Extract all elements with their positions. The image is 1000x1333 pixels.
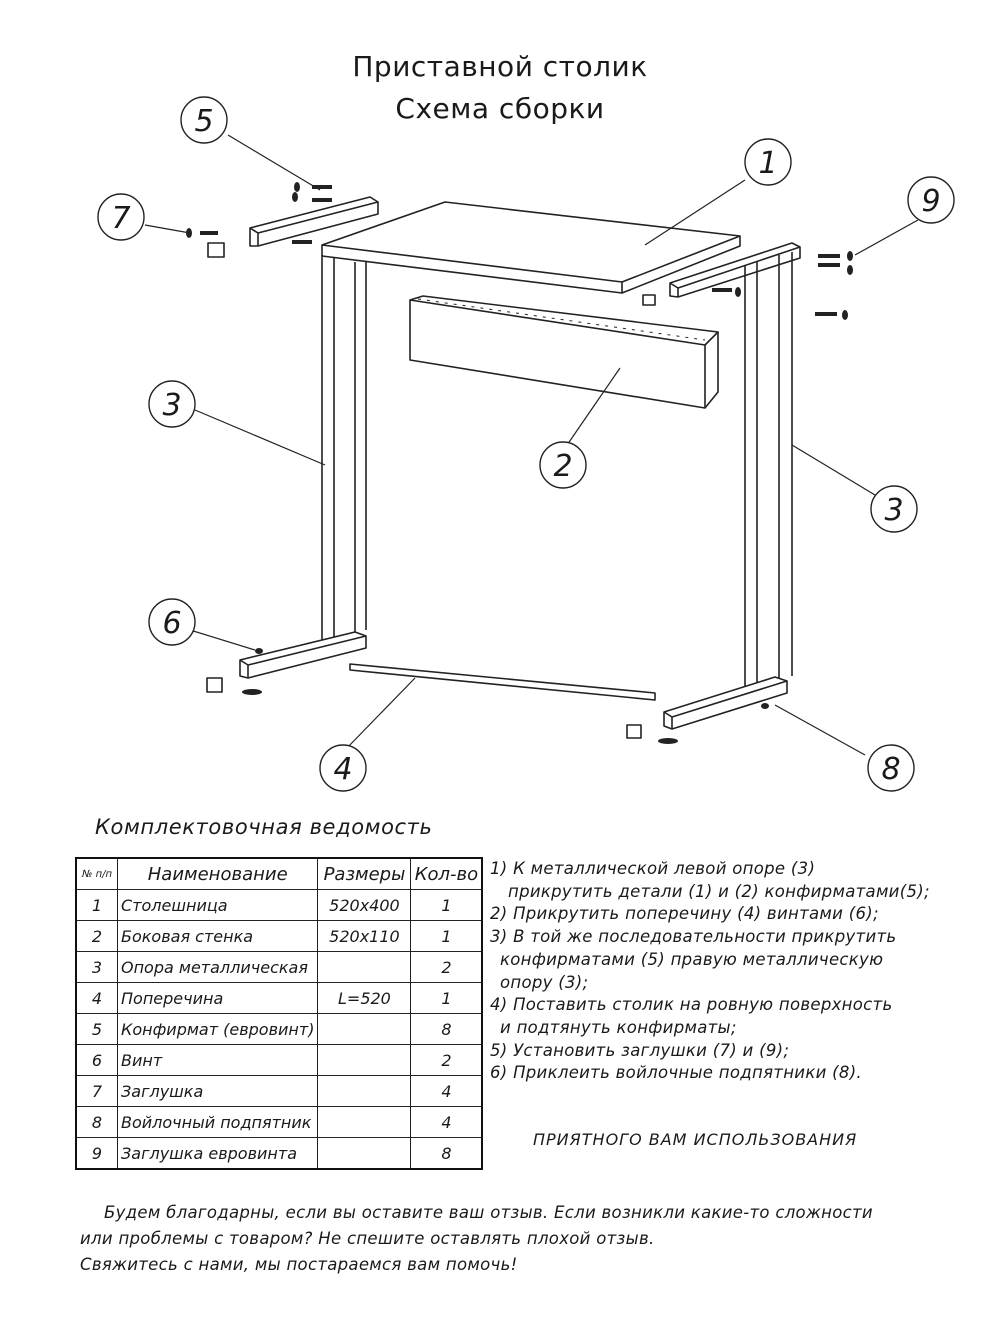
part-qty: 8 <box>411 1014 483 1045</box>
part-qty: 8 <box>411 1138 483 1170</box>
header-qty: Кол-во <box>411 858 483 890</box>
instruction-line: опору (3); <box>500 972 589 992</box>
part-number: 8 <box>76 1107 118 1138</box>
part-size <box>318 1014 411 1045</box>
part-qty: 1 <box>411 983 483 1014</box>
instruction-line: прикрутить детали (1) и (2) конфирматами(5); <box>508 881 930 901</box>
part-name: Опора металлическая <box>118 952 318 983</box>
table-row <box>76 983 482 1014</box>
part-number: 1 <box>76 890 118 921</box>
part-qty: 2 <box>411 1045 483 1076</box>
part-number: 5 <box>76 1014 118 1045</box>
instruction-line: 1) К металлической левой опоре (3) <box>490 859 816 878</box>
part-name: Поперечина <box>118 983 318 1014</box>
callout-6: 6 <box>162 606 182 641</box>
parts-table <box>75 857 483 1170</box>
header-name: Наименование <box>118 858 318 890</box>
diagram-title: Приставной столик <box>352 50 648 83</box>
part-name: Заглушка евровинта <box>118 1138 318 1170</box>
part-size <box>318 1138 411 1170</box>
side-panel <box>410 296 718 408</box>
callout-3-right: 3 <box>884 493 904 528</box>
part-number: 4 <box>76 983 118 1014</box>
table-row <box>76 1107 482 1138</box>
part-name: Конфирмат (евровинт) <box>118 1014 318 1045</box>
diagram-subtitle: Схема сборки <box>395 92 605 125</box>
parts-list-title: Комплектовочная ведомость <box>95 815 433 839</box>
part-size: 520х400 <box>318 890 411 921</box>
instruction-line: и подтянуть конфирматы; <box>500 1017 737 1037</box>
table-row <box>76 952 482 983</box>
part-number: 7 <box>76 1076 118 1107</box>
part-qty: 1 <box>411 921 483 952</box>
part-number: 9 <box>76 1138 118 1170</box>
feedback-line: Свяжитесь с нами, мы постараемся вам помочь! <box>80 1255 518 1274</box>
callout-3-left: 3 <box>162 388 182 423</box>
part-qty: 4 <box>411 1107 483 1138</box>
part-qty: 1 <box>411 890 483 921</box>
part-number: 6 <box>76 1045 118 1076</box>
callout-2: 2 <box>553 449 573 484</box>
header-number: № п/п <box>76 858 118 890</box>
callout-5: 5 <box>194 104 214 139</box>
table-header-row <box>76 858 482 890</box>
part-size: L=520 <box>318 983 411 1014</box>
callout-8: 8 <box>881 752 901 787</box>
part-size <box>318 952 411 983</box>
crossbar <box>350 664 655 700</box>
table-top <box>322 202 740 293</box>
closing-message: ПРИЯТНОГО ВАМ ИСПОЛЬЗОВАНИЯ <box>533 1130 858 1149</box>
right-support <box>664 243 800 729</box>
assembly-instructions <box>490 858 930 1085</box>
feedback-line: или проблемы с товаром? Не спешите оставлять плохой отзыв. <box>80 1229 655 1248</box>
part-size <box>318 1045 411 1076</box>
table-row <box>76 1076 482 1107</box>
part-qty: 2 <box>411 952 483 983</box>
part-size <box>318 1107 411 1138</box>
instruction-line: 3) В той же последовательности прикрутить <box>490 927 897 947</box>
table-row <box>76 1014 482 1045</box>
instruction-line: 5) Установить заглушки (7) и (9); <box>490 1040 790 1060</box>
part-qty: 4 <box>411 1076 483 1107</box>
table-row <box>76 1138 482 1170</box>
table-row <box>76 1045 482 1076</box>
feedback-line: Будем благодарны, если вы оставите ваш отзыв. Если возникли какие-то сложности <box>104 1203 873 1222</box>
part-size <box>318 1076 411 1107</box>
table-row <box>76 890 482 921</box>
part-name: Столешница <box>118 890 318 921</box>
instruction-line: 4) Поставить столик на ровную поверхность <box>490 995 893 1015</box>
table-row <box>76 921 482 952</box>
part-name: Боковая стенка <box>118 921 318 952</box>
callout-7: 7 <box>111 201 131 236</box>
instruction-line: 2) Прикрутить поперечину (4) винтами (6); <box>490 904 879 924</box>
part-number: 2 <box>76 921 118 952</box>
instruction-line: конфирматами (5) правую металлическую <box>500 949 884 969</box>
callout-4: 4 <box>333 752 353 787</box>
part-name: Войлочный подпятник <box>118 1107 318 1138</box>
callout-9: 9 <box>921 184 941 219</box>
part-number: 3 <box>76 952 118 983</box>
part-name: Винт <box>118 1045 318 1076</box>
instruction-line: 6) Приклеить войлочные подпятники (8). <box>490 1063 862 1083</box>
callout-1: 1 <box>758 146 778 181</box>
header-size: Размеры <box>318 858 411 890</box>
part-size: 520х110 <box>318 921 411 952</box>
feedback-note <box>80 1200 873 1278</box>
part-name: Заглушка <box>118 1076 318 1107</box>
